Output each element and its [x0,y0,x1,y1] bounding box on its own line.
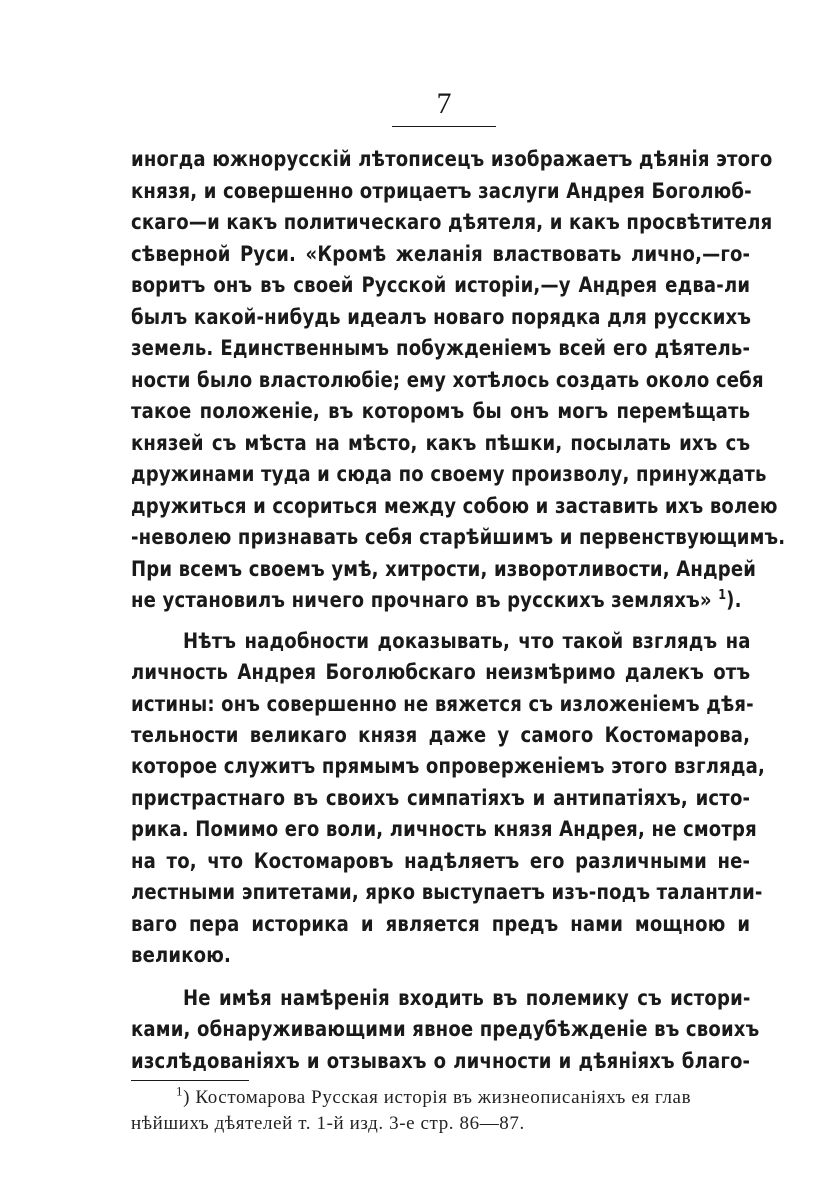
paragraph-2-line: рика. Помимо его воли, личность князя Андрея, не смотря [131,817,757,841]
paragraph-1-line: такое положеніе, въ которомъ бы онъ могъ перемѣщать [131,399,751,423]
paragraph-1-line: скаго—и какъ политическаго дѣятеля, и какъ просвѣтителя [131,210,773,234]
paragraph-2-line: которое служитъ прямымъ опроверженіемъ этого взгляда, [131,754,766,778]
paragraph-1-line: иногда южнорусскій лѣтописецъ изображаетъ дѣянія этого [131,147,773,171]
paragraph-3-line: Не имѣя намѣренія входить въ полемику съ истори- [183,986,751,1010]
paragraph-1-line: князя, и совершенно отрицаетъ заслуги Андрея Боголюб- [131,179,752,203]
footnote-line-2: нѣйшихъ дѣятелей т. 1-й изд. 3-е стр. 86—87. [131,1113,525,1134]
paragraph-1-line-text: не установилъ ничего прочнаго въ русскихъ земляхъ» [131,588,712,612]
paragraph-2-line: на то, что Костомаровъ надѣляетъ его различными не- [131,849,751,873]
paragraph-2-line: пристрастнаго въ своихъ симпатіяхъ и антипатіяхъ, исто- [131,786,751,810]
footnote-line-1 [176,1083,692,1110]
paragraph-1-line: дружиться и ссориться между собою и заставить ихъ волею [131,494,778,518]
paragraph-1-line: дружинами туда и сюда по своему произволу, принуждать [131,462,767,486]
paragraph-1-line: былъ какой-нибудь идеалъ новаго порядка для русскихъ [131,305,752,329]
footnote-marker-close: ) [183,1087,191,1108]
paragraph-2-line: Нѣтъ надобности доказывать, что такой взглядъ на [183,629,751,653]
paragraph-1-line: При всемъ своемъ умѣ, хитрости, изворотливости, Андрей [131,557,757,581]
footnote-marker: 1 [176,1083,184,1099]
paragraph-2-line: лестными эпитетами, ярко выступаетъ изъ-подъ талантли- [131,880,763,904]
paragraph-2-line: истины: онъ совершенно не вяжется съ изложеніемъ дѣя- [131,692,754,716]
paragraph-3-line: изслѣдованіяхъ и отзывахъ о личности и дѣяніяхъ благо- [131,1049,751,1073]
paragraph-1-line: сѣверной Руси. «Кромѣ желанія властвовать лично,—го- [131,242,751,266]
paragraph-2-line: ваго пера историка и является предъ нами мощною и [131,912,751,936]
paragraph-1-last-line [131,586,750,614]
paragraph-3-line: ками, обнаруживающими явное предубѣжденіе въ своихъ [131,1017,760,1041]
paragraph-1-line: воритъ онъ въ своей Русской исторіи,—у Андрея едва-ли [131,273,751,297]
paragraph-1-line: земель. Единственнымъ побужденіемъ всей его дѣятель- [131,336,751,360]
footnote-rule [131,1080,249,1081]
paragraph-2-line: тельности великаго князя даже у самого Костомарова, [131,723,751,747]
footnote-reference: 1 [718,588,727,603]
paragraph-1-line: князей съ мѣста на мѣсто, какъ пѣшки, посылать ихъ съ [131,431,751,455]
footnote-text: Костомарова Русская исторія въ жизнеописаніяхъ ея глав [195,1087,692,1108]
page-number: 7 [436,87,452,120]
paragraph-1-line: ности было властолюбіе; ему хотѣлось создать около себя [131,368,764,392]
paragraph-1-line: -неволею признавать себя старѣйшимъ и первенствующимъ. [131,525,786,549]
footnote-reference-close: ). [726,588,742,612]
paragraph-2-line: личность Андрея Боголюбскаго неизмѣримо далекъ отъ [131,660,751,684]
paragraph-2-line: великою. [131,943,232,967]
